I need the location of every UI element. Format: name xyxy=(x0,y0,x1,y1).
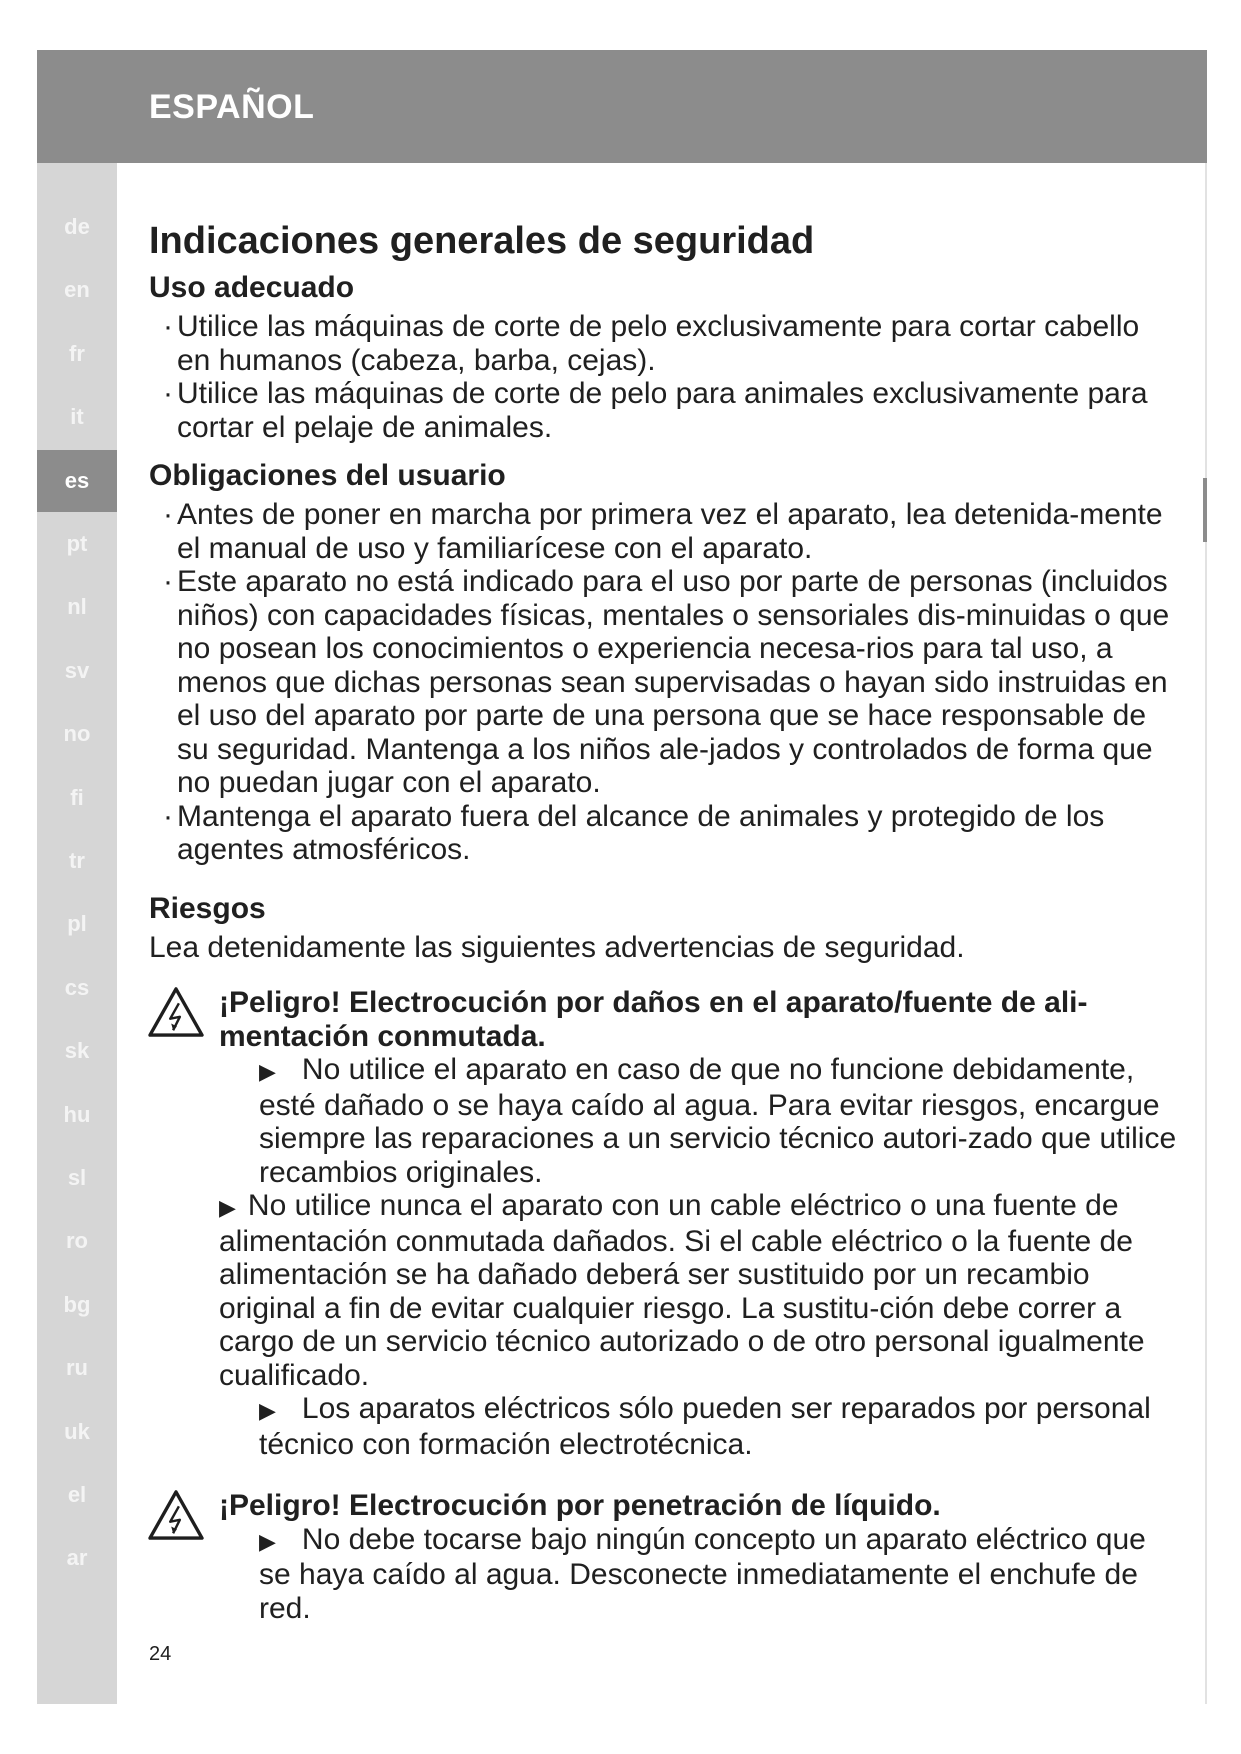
right-tab-marker xyxy=(1203,478,1207,542)
language-tab-uk[interactable]: uk xyxy=(64,1418,90,1444)
list-item: · Antes de poner en marcha por primera vez el aparato, lea detenida-mente el manual de uso y familiarícese con el aparato. xyxy=(163,498,1163,565)
language-tab-it[interactable]: it xyxy=(70,404,84,430)
electric-hazard-icon xyxy=(147,1489,205,1541)
language-tab-no[interactable]: no xyxy=(63,721,91,747)
language-tab-en[interactable]: en xyxy=(64,277,90,303)
language-tab-ru[interactable]: ru xyxy=(66,1355,88,1381)
warning-title: ¡Peligro! Electrocución por daños en el aparato/fuente de ali-mentación conmutada. xyxy=(219,986,1088,1053)
warning-item: ▶ No utilice el aparato en caso de que no funcione debidamente, esté dañado o se haya caído al agua. Para evitar riesgos, encargue siempre las reparaciones a un servicio técnico autori-zado que utilice recambios originales. xyxy=(259,1053,1177,1189)
section-riesgos xyxy=(149,891,1179,965)
page-number: 24 xyxy=(149,1643,172,1665)
language-tab-ro[interactable]: ro xyxy=(66,1228,88,1254)
section-heading: Uso adecuado xyxy=(149,271,355,304)
language-tab-tr[interactable]: tr xyxy=(69,848,85,873)
language-title: ESPAÑOL xyxy=(149,88,315,126)
language-tab-pl[interactable]: pl xyxy=(67,911,87,937)
list-item: · Utilice las máquinas de corte de pelo exclusivamente para cortar cabello en humanos (cabeza, barba, cejas). xyxy=(163,310,1140,377)
language-tab-sk[interactable]: sk xyxy=(64,1038,90,1064)
language-tab-cs[interactable]: cs xyxy=(64,974,90,1000)
content xyxy=(149,218,1179,1625)
language-tab-el[interactable]: el xyxy=(67,1482,87,1507)
riesgos-intro: Lea detenidamente las siguientes advertencias de seguridad. xyxy=(149,930,965,964)
section-heading: Riesgos xyxy=(149,891,266,925)
language-tab-de[interactable]: de xyxy=(64,214,90,239)
section-heading: Obligaciones del usuario xyxy=(149,459,506,492)
language-tab-nl[interactable]: nl xyxy=(67,594,87,620)
language-tab-pt[interactable]: pt xyxy=(66,531,88,556)
warning-block-2 xyxy=(149,1489,1179,1625)
list-item: · Mantenga el aparato fuera del alcance de animales y protegido de los agentes atmosféricos. xyxy=(163,799,1105,866)
section-uso xyxy=(149,270,1179,444)
language-tab-ar[interactable]: ar xyxy=(66,1545,88,1571)
language-tab-fr[interactable]: fr xyxy=(69,340,85,366)
warning-title: ¡Peligro! Electrocución por penetración de líquido. xyxy=(219,1489,941,1522)
language-tab-fi[interactable]: fi xyxy=(70,784,84,810)
warning-block-1 xyxy=(149,986,1179,1461)
warning-item: ▶ Los aparatos eléctricos sólo pueden ser reparados por personal técnico con formación electrotécnica. xyxy=(259,1392,1151,1461)
language-tab-es[interactable]: es xyxy=(37,450,117,512)
warning-item: ▶ No utilice nunca el aparato con un cable eléctrico o una fuente de alimentación conmutada dañados. Si el cable eléctrico o la fuente de alimentación se ha dañado deberá ser sustituido por un recambio original a fin de evitar cualquier riesgo. La sustitu-ción debe correr a cargo de un servicio técnico autorizado o de otro personal igualmente cualificado. xyxy=(219,1189,1145,1392)
electric-hazard-icon xyxy=(147,986,205,1038)
language-tab-bg[interactable]: bg xyxy=(63,1291,91,1317)
language-tab-hu[interactable]: hu xyxy=(63,1101,91,1127)
section-obligaciones xyxy=(149,458,1179,867)
page-title: Indicaciones generales de seguridad xyxy=(149,220,815,262)
list-item: · Utilice las máquinas de corte de pelo para animales exclusivamente para cortar el pelaje de animales. xyxy=(163,377,1148,444)
right-rule xyxy=(1205,163,1207,1704)
language-tab-sl[interactable]: sl xyxy=(67,1165,87,1190)
warning-item: ▶ No debe tocarse bajo ningún concepto un aparato eléctrico que se haya caído al agua. Desconecte inmediatamente el enchufe de red. xyxy=(259,1522,1146,1625)
language-tab-sv[interactable]: sv xyxy=(64,657,90,683)
list-item: · Este aparato no está indicado para el uso por parte de personas (incluidos niños) con capacidades físicas, mentales o sensoriales dis-minuidas o que no posean los conocimientos o experiencia necesa-rios para tal uso, a menos que dichas personas sean supervisadas o hayan sido instruidas en el uso del aparato por parte de una persona que se hace responsable de su seguridad. Mantenga a los niños ale-jados y controlados de forma que no puedan jugar con el aparato. xyxy=(163,565,1170,799)
